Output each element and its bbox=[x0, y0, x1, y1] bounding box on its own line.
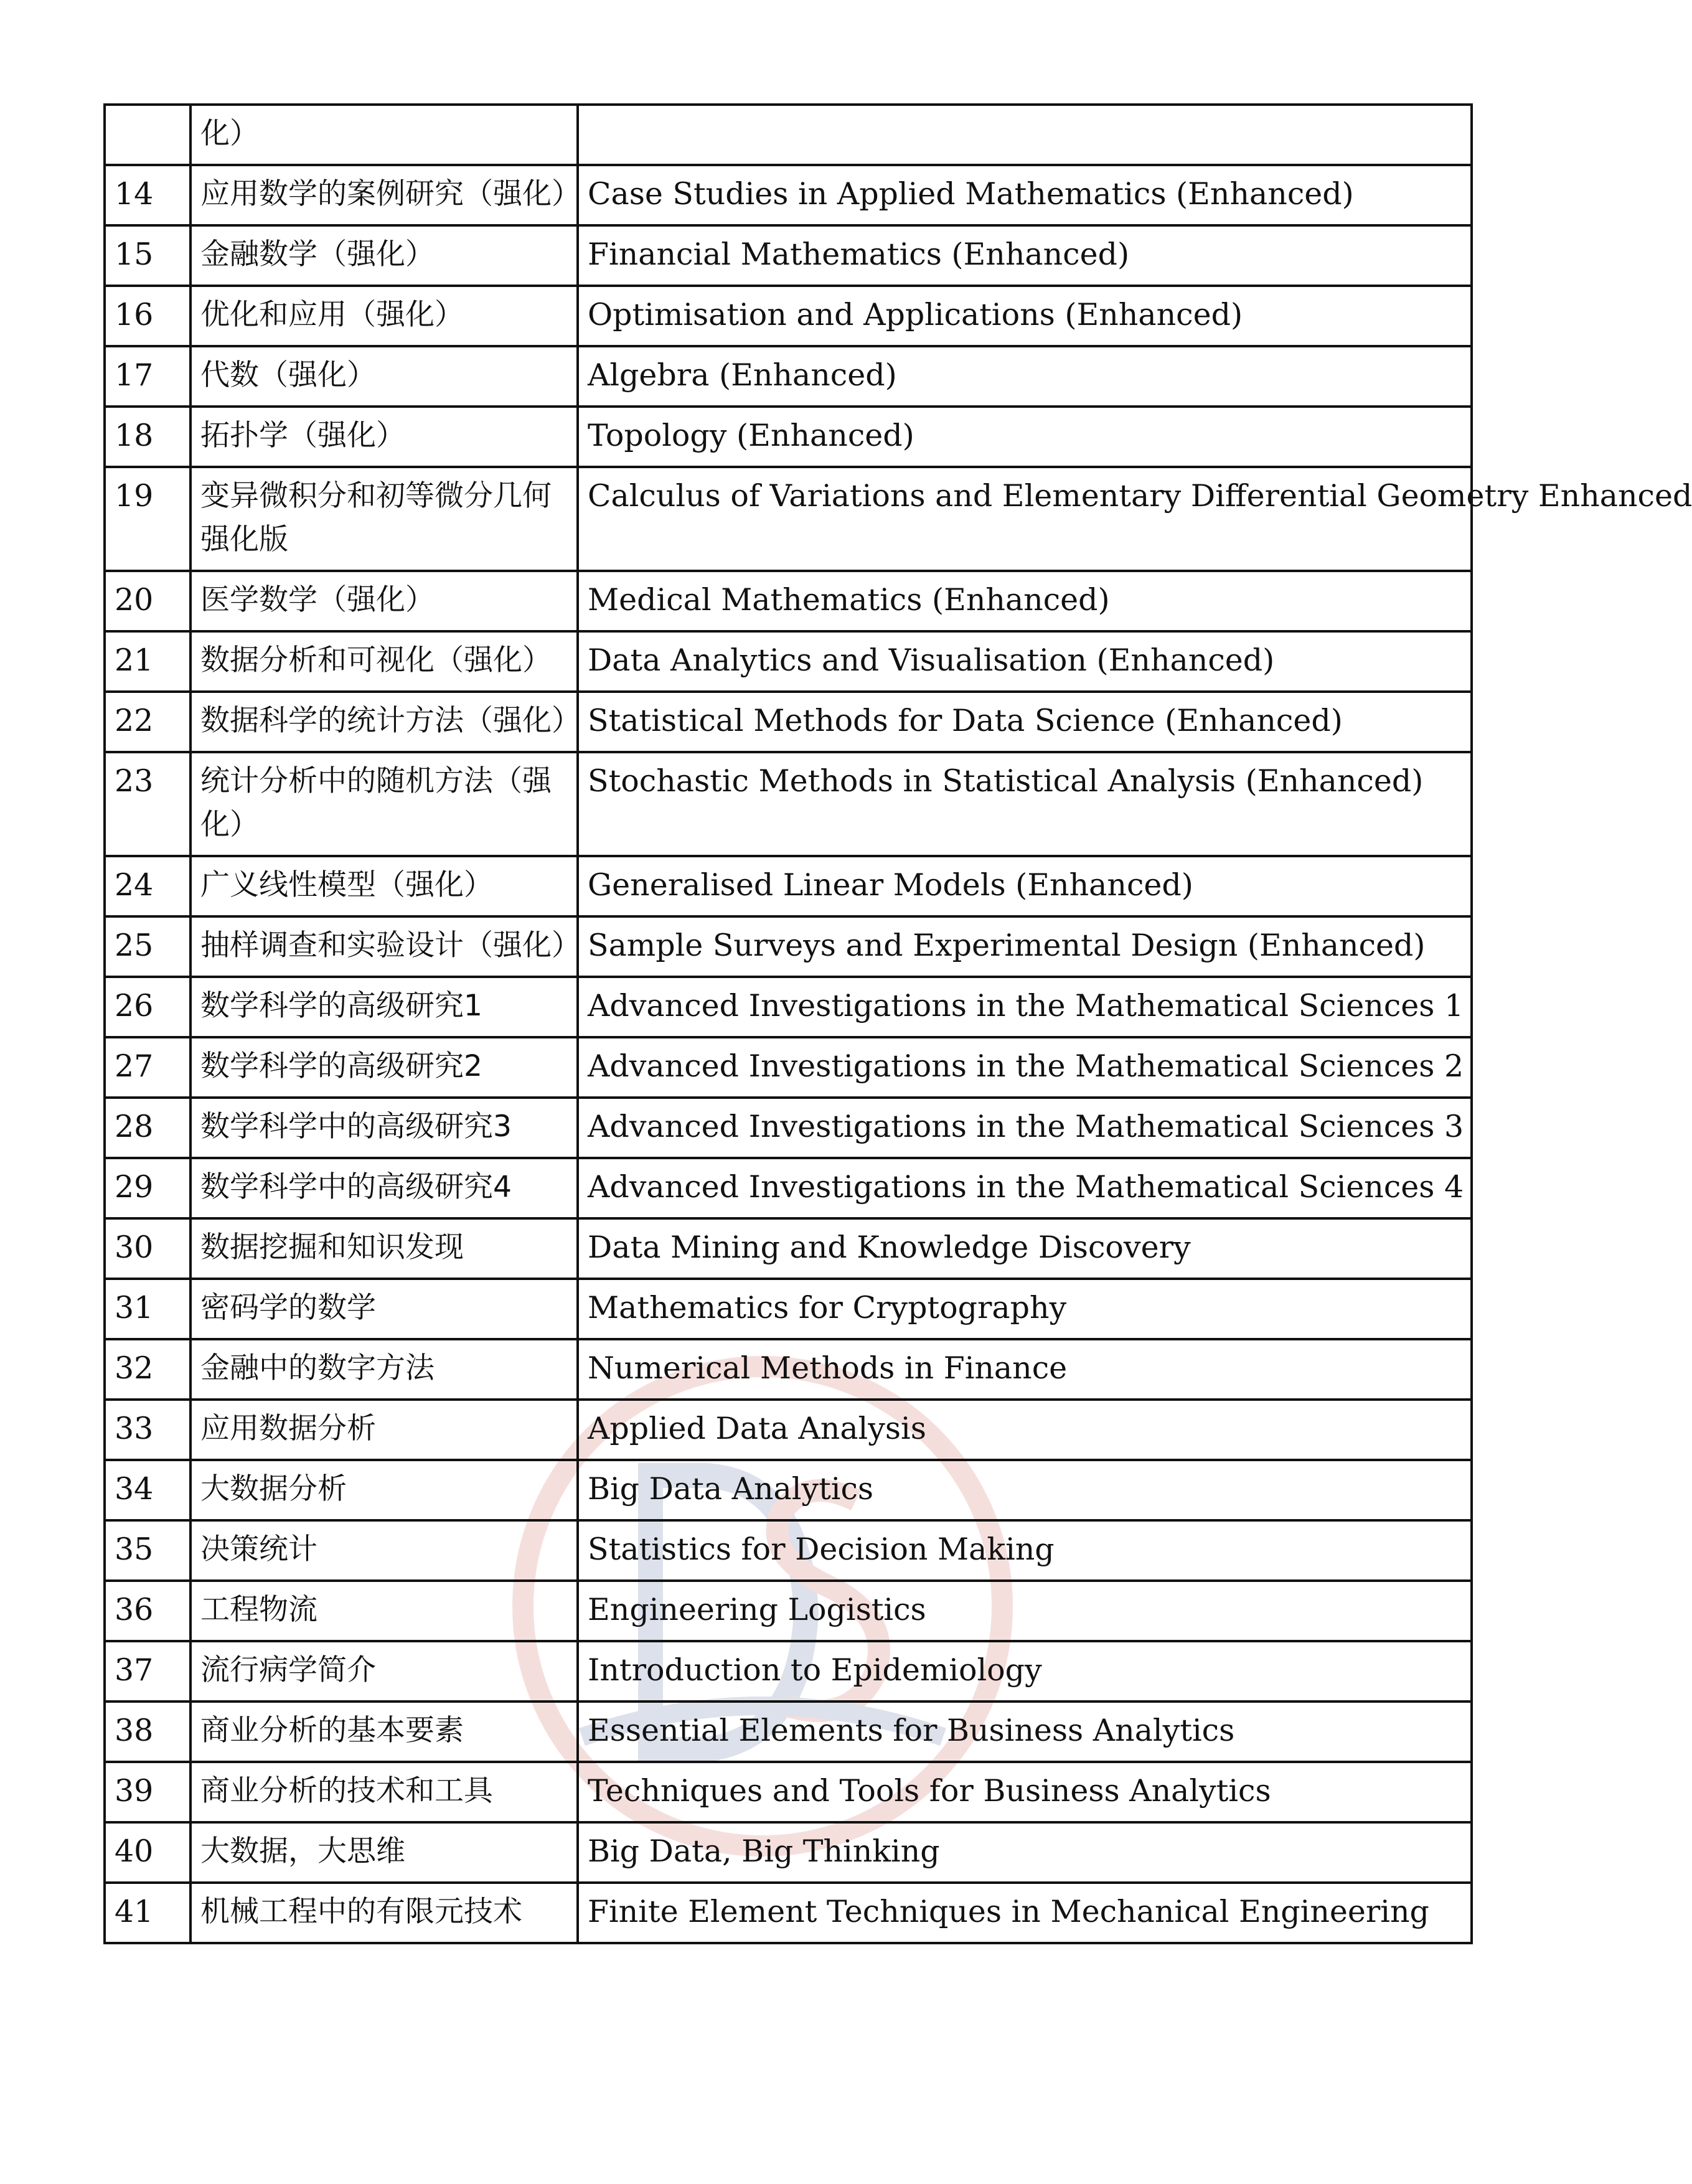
table-row bbox=[105, 692, 1472, 752]
course-number-cell: 38 bbox=[105, 1702, 190, 1762]
course-number-cell: 41 bbox=[105, 1883, 190, 1943]
chinese-title-cell: 抽样调查和实验设计（强化） bbox=[190, 916, 578, 977]
english-title-cell: Medical Mathematics (Enhanced) bbox=[578, 571, 1472, 631]
course-number-cell: 36 bbox=[105, 1581, 190, 1641]
table-row bbox=[105, 1641, 1472, 1702]
english-title-cell: Techniques and Tools for Business Analytics bbox=[578, 1762, 1472, 1822]
chinese-title-cell: 代数（强化） bbox=[190, 346, 578, 407]
chinese-title-cell: 数学科学中的高级研究4 bbox=[190, 1158, 578, 1218]
english-title-cell: Advanced Investigations in the Mathematical Sciences 3 bbox=[578, 1098, 1472, 1158]
chinese-title-cell: 商业分析的基本要素 bbox=[190, 1702, 578, 1762]
course-number-cell: 29 bbox=[105, 1158, 190, 1218]
table-row bbox=[105, 1279, 1472, 1339]
course-number-cell: 33 bbox=[105, 1400, 190, 1460]
english-title-cell: Statistics for Decision Making bbox=[578, 1520, 1472, 1581]
table-row bbox=[105, 1762, 1472, 1822]
course-number-cell: 25 bbox=[105, 916, 190, 977]
english-title-cell: Advanced Investigations in the Mathematical Sciences 2 bbox=[578, 1037, 1472, 1098]
english-title-cell: Sample Surveys and Experimental Design (Enhanced) bbox=[578, 916, 1472, 977]
chinese-title-cell: 数据挖掘和知识发现 bbox=[190, 1218, 578, 1279]
table-row bbox=[105, 1158, 1472, 1218]
course-number-cell: 16 bbox=[105, 286, 190, 346]
english-title-cell: Generalised Linear Models (Enhanced) bbox=[578, 856, 1472, 916]
chinese-title-cell: 统计分析中的随机方法（强化） bbox=[190, 752, 578, 856]
chinese-title-cell: 流行病学简介 bbox=[190, 1641, 578, 1702]
course-table-body bbox=[105, 105, 1692, 1943]
course-number-cell: 20 bbox=[105, 571, 190, 631]
table-row bbox=[105, 856, 1472, 916]
course-table bbox=[103, 103, 1692, 1944]
chinese-title-cell: 商业分析的技术和工具 bbox=[190, 1762, 578, 1822]
table-row bbox=[105, 1339, 1472, 1400]
english-title-cell: Optimisation and Applications (Enhanced) bbox=[578, 286, 1472, 346]
table-row bbox=[105, 1400, 1472, 1460]
table-row bbox=[105, 1702, 1472, 1762]
english-title-cell: Statistical Methods for Data Science (Enhanced) bbox=[578, 692, 1472, 752]
english-title-cell: Stochastic Methods in Statistical Analysis (Enhanced) bbox=[578, 752, 1472, 856]
english-title-cell: Advanced Investigations in the Mathematical Sciences 1 bbox=[578, 977, 1472, 1037]
table-row bbox=[105, 225, 1472, 286]
course-number-cell: 15 bbox=[105, 225, 190, 286]
english-title-cell: Topology (Enhanced) bbox=[578, 407, 1472, 467]
english-title-cell: Big Data, Big Thinking bbox=[578, 1822, 1472, 1883]
chinese-title-cell: 大数据分析 bbox=[190, 1460, 578, 1520]
english-title-cell: Calculus of Variations and Elementary Differential Geometry Enhanced bbox=[578, 467, 1472, 571]
table-row bbox=[105, 467, 1472, 571]
table-row bbox=[105, 1883, 1472, 1943]
course-number-cell: 21 bbox=[105, 631, 190, 692]
chinese-title-cell: 金融数学（强化） bbox=[190, 225, 578, 286]
course-number-cell: 14 bbox=[105, 165, 190, 225]
course-number-cell: 22 bbox=[105, 692, 190, 752]
chinese-title-cell: 机械工程中的有限元技术 bbox=[190, 1883, 578, 1943]
chinese-title-cell: 决策统计 bbox=[190, 1520, 578, 1581]
course-number-cell: 24 bbox=[105, 856, 190, 916]
english-title-cell: Applied Data Analysis bbox=[578, 1400, 1472, 1460]
chinese-title-cell: 变异微积分和初等微分几何强化版 bbox=[190, 467, 578, 571]
english-title-cell: Finite Element Techniques in Mechanical Engineering bbox=[578, 1883, 1472, 1943]
course-number-cell: 39 bbox=[105, 1762, 190, 1822]
chinese-title-cell: 数据分析和可视化（强化） bbox=[190, 631, 578, 692]
chinese-title-cell: 应用数学的案例研究（强化） bbox=[190, 165, 578, 225]
chinese-title-cell: 应用数据分析 bbox=[190, 1400, 578, 1460]
course-number-cell: 18 bbox=[105, 407, 190, 467]
english-title-cell: Data Mining and Knowledge Discovery bbox=[578, 1218, 1472, 1279]
chinese-title-cell: 数据科学的统计方法（强化） bbox=[190, 692, 578, 752]
english-title-cell: Data Analytics and Visualisation (Enhanced) bbox=[578, 631, 1472, 692]
english-title-cell: Advanced Investigations in the Mathematical Sciences 4 bbox=[578, 1158, 1472, 1218]
english-title-cell bbox=[578, 105, 1472, 165]
english-title-cell: Engineering Logistics bbox=[578, 1581, 1472, 1641]
table-row bbox=[105, 1520, 1472, 1581]
english-title-cell: Introduction to Epidemiology bbox=[578, 1641, 1472, 1702]
english-title-cell: Algebra (Enhanced) bbox=[578, 346, 1472, 407]
course-number-cell bbox=[105, 105, 190, 165]
course-number-cell: 30 bbox=[105, 1218, 190, 1279]
course-number-cell: 17 bbox=[105, 346, 190, 407]
table-row bbox=[105, 165, 1472, 225]
course-number-cell: 34 bbox=[105, 1460, 190, 1520]
chinese-title-cell: 数学科学的高级研究2 bbox=[190, 1037, 578, 1098]
chinese-title-cell: 广义线性模型（强化） bbox=[190, 856, 578, 916]
english-title-cell: Financial Mathematics (Enhanced) bbox=[578, 225, 1472, 286]
course-number-cell: 35 bbox=[105, 1520, 190, 1581]
table-row bbox=[105, 1037, 1472, 1098]
table-row bbox=[105, 752, 1472, 856]
table-row bbox=[105, 916, 1472, 977]
table-row bbox=[105, 631, 1472, 692]
table-row bbox=[105, 346, 1472, 407]
table-row bbox=[105, 286, 1472, 346]
english-title-cell: Essential Elements for Business Analytics bbox=[578, 1702, 1472, 1762]
table-row bbox=[105, 1822, 1472, 1883]
table-row bbox=[105, 407, 1472, 467]
chinese-title-cell: 密码学的数学 bbox=[190, 1279, 578, 1339]
course-number-cell: 26 bbox=[105, 977, 190, 1037]
table-row bbox=[105, 1098, 1472, 1158]
chinese-title-cell: 优化和应用（强化） bbox=[190, 286, 578, 346]
chinese-title-cell: 数学科学的高级研究1 bbox=[190, 977, 578, 1037]
course-number-cell: 27 bbox=[105, 1037, 190, 1098]
course-number-cell: 31 bbox=[105, 1279, 190, 1339]
course-number-cell: 23 bbox=[105, 752, 190, 856]
table-row bbox=[105, 1460, 1472, 1520]
table-row bbox=[105, 1581, 1472, 1641]
chinese-title-cell: 化） bbox=[190, 105, 578, 165]
course-number-cell: 28 bbox=[105, 1098, 190, 1158]
course-number-cell: 32 bbox=[105, 1339, 190, 1400]
chinese-title-cell: 金融中的数字方法 bbox=[190, 1339, 578, 1400]
english-title-cell: Mathematics for Cryptography bbox=[578, 1279, 1472, 1339]
table-row bbox=[105, 105, 1472, 165]
chinese-title-cell: 工程物流 bbox=[190, 1581, 578, 1641]
table-row bbox=[105, 977, 1472, 1037]
english-title-cell: Big Data Analytics bbox=[578, 1460, 1472, 1520]
chinese-title-cell: 拓扑学（强化） bbox=[190, 407, 578, 467]
course-number-cell: 37 bbox=[105, 1641, 190, 1702]
table-row bbox=[105, 571, 1472, 631]
chinese-title-cell: 大数据，大思维 bbox=[190, 1822, 578, 1883]
chinese-title-cell: 医学数学（强化） bbox=[190, 571, 578, 631]
english-title-cell: Case Studies in Applied Mathematics (Enhanced) bbox=[578, 165, 1472, 225]
course-number-cell: 19 bbox=[105, 467, 190, 571]
chinese-title-cell: 数学科学中的高级研究3 bbox=[190, 1098, 578, 1158]
course-number-cell: 40 bbox=[105, 1822, 190, 1883]
table-row bbox=[105, 1218, 1472, 1279]
english-title-cell: Numerical Methods in Finance bbox=[578, 1339, 1472, 1400]
